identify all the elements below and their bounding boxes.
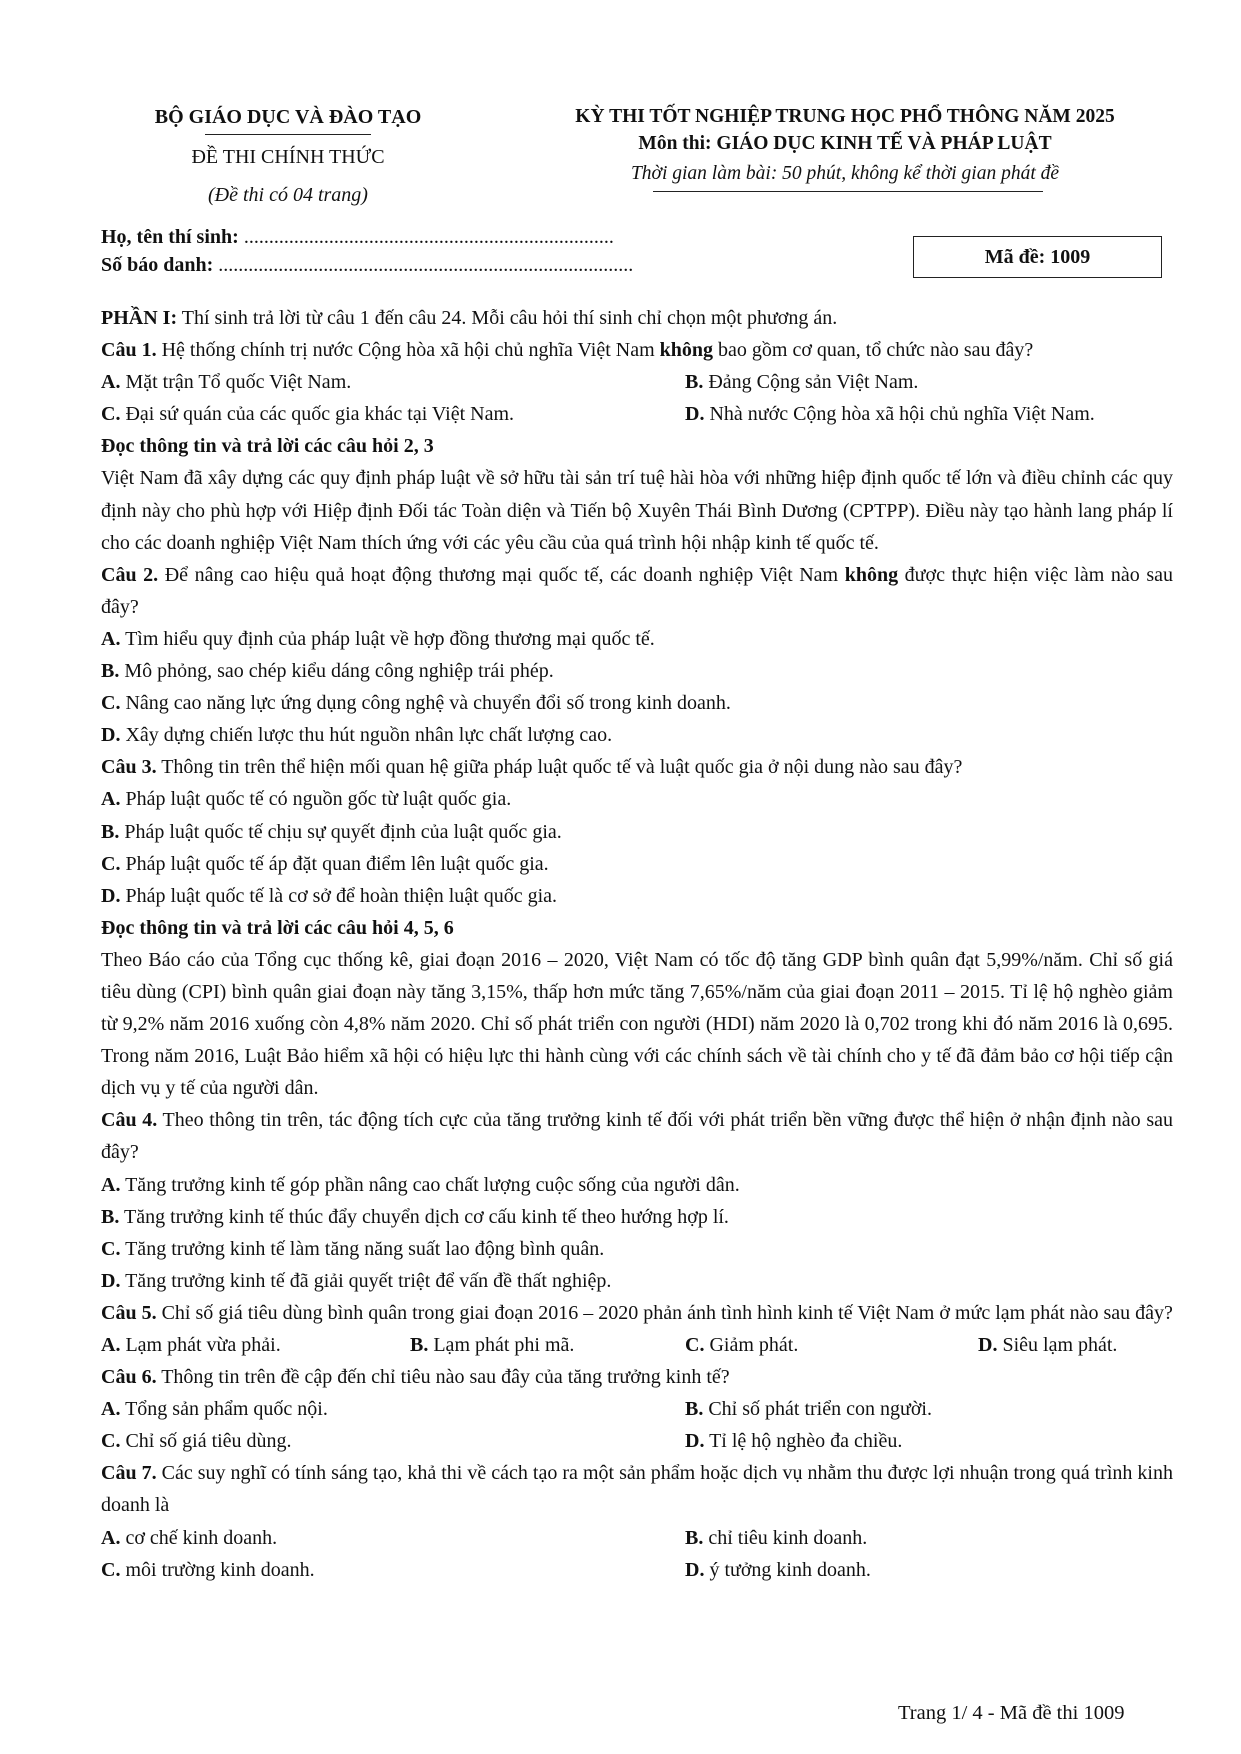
question-6 bbox=[101, 1361, 1173, 1393]
option-b bbox=[685, 1393, 932, 1425]
option-text: Lạm phát vừa phải. bbox=[125, 1334, 281, 1356]
question-7 bbox=[101, 1457, 1173, 1521]
option-b bbox=[685, 366, 918, 398]
option-letter: D. bbox=[101, 724, 121, 747]
option-text: chỉ tiêu kinh doanh. bbox=[708, 1526, 868, 1549]
option-text: Pháp luật quốc tế có nguồn gốc từ luật quốc gia. bbox=[125, 788, 512, 811]
question-text: Thông tin trên đề cập đến chỉ tiêu nào sau đây của tăng trưởng kinh tế? bbox=[156, 1366, 730, 1389]
q1-options-row-2 bbox=[101, 398, 1173, 430]
option-d bbox=[685, 1554, 871, 1586]
option-letter: A. bbox=[101, 1334, 121, 1356]
option-letter: B. bbox=[101, 820, 120, 843]
option-letter: B. bbox=[410, 1334, 429, 1356]
candidate-name-field bbox=[101, 226, 614, 249]
option-d bbox=[101, 880, 1173, 912]
option-b bbox=[410, 1329, 685, 1361]
option-text: Tăng trưởng kinh tế thúc đẩy chuyển dịch cơ cấu kinh tế theo hướng hợp lí. bbox=[123, 1205, 729, 1228]
option-c bbox=[101, 1425, 685, 1457]
option-letter: C. bbox=[101, 692, 121, 715]
option-letter: C. bbox=[101, 403, 121, 426]
option-a bbox=[101, 366, 685, 398]
question-label: Câu 7. bbox=[101, 1462, 157, 1485]
info-passage-2: Theo Báo cáo của Tổng cục thống kê, giai đoạn 2016 – 2020, Việt Nam có tốc độ tăng GDP bình quân đạt 5,99%/năm. Chỉ số giá tiêu dùng (CPI) bình quân giai đoạn này tăng 3,15%, thấp hơn mức tăng 7,65%/năm của giai đoạn 2011 – 2015. Tỉ lệ hộ nghèo giảm từ 9,2% năm 2016 xuống còn 4,8% năm 2020. Chỉ số phát triển con người (HDI) năm 2020 là 0,702 trong khi đó năm 2016 là 0,695. Trong năm 2016, Luật Bảo hiểm xã hội có hiệu lực thi hành cùng với các chính sách về tài chính cho y tế đã đảm bảo cơ hội tiếp cận dịch vụ y tế của người dân. bbox=[101, 948, 1173, 1100]
option-text: Giảm phát. bbox=[709, 1334, 799, 1356]
exam-title: KỲ THI TỐT NGHIỆP TRUNG HỌC PHỔ THÔNG NĂM 2025 bbox=[575, 106, 1115, 127]
question-text: Để nâng cao hiệu quả hoạt động thương mại quốc tế, các doanh nghiệp Việt Nam bbox=[158, 563, 845, 586]
option-letter: D. bbox=[101, 1269, 121, 1292]
option-letter: D. bbox=[101, 884, 121, 907]
info-passage-1: Việt Nam đã xây dựng các quy định pháp luật về sở hữu tài sản trí tuệ hài hòa với những hiệp định quốc tế lớn và điều chỉnh các quy định này cho phù hợp với Hiệp định Đối tác Toàn diện và Tiến bộ Xuyên Thái Bình Dương (CPTPP). Điều này tạo hành lang pháp lí cho các doanh nghiệp Việt Nam thích ứng với các yêu cầu của quá trình hội nhập kinh tế quốc tế. bbox=[101, 467, 1173, 554]
option-c bbox=[101, 1233, 1173, 1265]
option-a bbox=[101, 1169, 1173, 1201]
question-text: Chỉ số giá tiêu dùng bình quân trong giai đoạn 2016 – 2020 phản ánh tình hình kinh tế Việt Nam ở mức lạm phát nào sau đây? bbox=[156, 1301, 1173, 1324]
official-label: ĐỀ THI CHÍNH THỨC bbox=[191, 146, 385, 168]
question-3 bbox=[101, 751, 1173, 783]
option-a bbox=[101, 623, 1173, 655]
candidate-id-label: Số báo danh: bbox=[101, 254, 214, 276]
option-letter: B. bbox=[685, 371, 704, 394]
option-letter: D. bbox=[685, 1558, 705, 1581]
option-text: Tăng trưởng kinh tế đã giải quyết triệt để vấn đề thất nghiệp. bbox=[125, 1269, 612, 1292]
exam-body bbox=[101, 302, 1173, 1586]
question-1 bbox=[101, 334, 1173, 366]
question-5 bbox=[101, 1297, 1173, 1329]
option-text: Tăng trưởng kinh tế góp phần nâng cao chất lượng cuộc sống của người dân. bbox=[125, 1173, 740, 1196]
time-line: Thời gian làm bài: 50 phút, không kể thời gian phát đề bbox=[630, 163, 1060, 184]
option-text: Xây dựng chiến lược thu hút nguồn nhân lực chất lượng cao. bbox=[125, 724, 613, 747]
option-a bbox=[101, 1393, 685, 1425]
option-letter: C. bbox=[101, 1558, 121, 1581]
option-letter: A. bbox=[101, 1526, 121, 1549]
part-text: Thí sinh trả lời từ câu 1 đến câu 24. Mỗi câu hỏi thí sinh chỉ chọn một phương án. bbox=[177, 307, 838, 329]
option-text: Tìm hiểu quy định của pháp luật về hợp đồng thương mại quốc tế. bbox=[125, 627, 655, 650]
option-b bbox=[685, 1522, 867, 1554]
q6-options-row-2 bbox=[101, 1425, 1173, 1457]
question-label: Câu 2. bbox=[101, 563, 159, 586]
question-text: Hệ thống chính trị nước Cộng hòa xã hội chủ nghĩa Việt Nam bbox=[156, 339, 660, 362]
question-text: được thực hiện việc làm nào sau đây? bbox=[101, 563, 1173, 618]
option-text: Tổng sản phẩm quốc nội. bbox=[125, 1398, 328, 1421]
option-c bbox=[101, 687, 1173, 719]
option-text: Nâng cao năng lực ứng dụng công nghệ và chuyển đổi số trong kinh doanh. bbox=[125, 692, 731, 715]
candidate-id-dots: ................................................................................... bbox=[218, 254, 634, 276]
q7-options-row-1 bbox=[101, 1522, 1173, 1554]
option-letter: C. bbox=[101, 1237, 121, 1260]
option-c bbox=[101, 398, 685, 430]
q6-options-row-1 bbox=[101, 1393, 1173, 1425]
option-letter: B. bbox=[101, 1205, 120, 1228]
option-text: Chỉ số phát triển con người. bbox=[708, 1398, 932, 1421]
option-a bbox=[101, 1329, 410, 1361]
question-label: Câu 4. bbox=[101, 1109, 158, 1132]
question-emphasis: không bbox=[844, 563, 899, 586]
option-text: Pháp luật quốc tế là cơ sở để hoàn thiện luật quốc gia. bbox=[125, 884, 558, 907]
question-2 bbox=[101, 559, 1173, 623]
option-letter: A. bbox=[101, 1398, 121, 1421]
option-letter: D. bbox=[978, 1334, 998, 1356]
option-text: Tỉ lệ hộ nghèo đa chiều. bbox=[709, 1430, 903, 1453]
option-d bbox=[978, 1329, 1117, 1361]
option-letter: B. bbox=[685, 1526, 704, 1549]
exam-code-box: Mã đề: 1009 bbox=[913, 236, 1162, 278]
option-b bbox=[101, 655, 1173, 687]
option-text: Mặt trận Tổ quốc Việt Nam. bbox=[125, 371, 352, 394]
part-label: PHẦN I: bbox=[101, 307, 178, 329]
time-underline bbox=[653, 191, 1043, 192]
option-letter: A. bbox=[101, 627, 121, 650]
option-letter: B. bbox=[101, 660, 120, 683]
option-text: Pháp luật quốc tế áp đặt quan điểm lên luật quốc gia. bbox=[125, 852, 549, 875]
option-a bbox=[101, 1522, 685, 1554]
option-letter: A. bbox=[101, 371, 121, 394]
option-letter: C. bbox=[685, 1334, 705, 1356]
option-text: Lạm phát phi mã. bbox=[433, 1334, 575, 1356]
option-letter: C. bbox=[101, 852, 121, 875]
option-d bbox=[101, 1265, 1173, 1297]
question-emphasis: không bbox=[659, 339, 714, 362]
option-text: Đại sứ quán của các quốc gia khác tại Việt Nam. bbox=[125, 403, 515, 426]
option-text: Nhà nước Cộng hòa xã hội chủ nghĩa Việt Nam. bbox=[709, 403, 1095, 426]
subject-line: Môn thi: GIÁO DỤC KINH TẾ VÀ PHÁP LUẬT bbox=[638, 133, 1052, 154]
option-letter: A. bbox=[101, 1173, 121, 1196]
option-letter: A. bbox=[101, 788, 121, 811]
option-c bbox=[101, 848, 1173, 880]
option-text: Siêu lạm phát. bbox=[1002, 1334, 1118, 1356]
question-text: Các suy nghĩ có tính sáng tạo, khả thi về cách tạo ra một sản phẩm hoặc dịch vụ nhằm thu được lợi nhuận trong quá trình kinh doanh là bbox=[101, 1462, 1173, 1517]
part-instruction bbox=[101, 302, 1173, 334]
candidate-id-field bbox=[101, 254, 633, 277]
option-b bbox=[101, 1201, 1173, 1233]
question-text: Thông tin trên thể hiện mối quan hệ giữa pháp luật quốc tế và luật quốc gia ở nội dung nào sau đây? bbox=[156, 756, 963, 779]
option-text: ý tưởng kinh doanh. bbox=[709, 1558, 871, 1581]
option-text: Tăng trưởng kinh tế làm tăng năng suất lao động bình quân. bbox=[125, 1237, 605, 1260]
question-label: Câu 3. bbox=[101, 756, 157, 779]
option-text: môi trường kinh doanh. bbox=[125, 1558, 315, 1581]
ministry-underline bbox=[205, 134, 371, 135]
option-letter: D. bbox=[685, 1430, 705, 1453]
option-text: cơ chế kinh doanh. bbox=[125, 1526, 278, 1549]
q5-options-row bbox=[101, 1329, 1173, 1361]
info-heading-2: Đọc thông tin và trả lời các câu hỏi 4, 5, 6 bbox=[101, 916, 454, 939]
question-4 bbox=[101, 1104, 1173, 1168]
option-letter: B. bbox=[685, 1398, 704, 1421]
page-footer: Trang 1/ 4 - Mã đề thi 1009 bbox=[898, 1702, 1125, 1724]
q1-options-row-1 bbox=[101, 366, 1173, 398]
option-c bbox=[685, 1329, 978, 1361]
question-label: Câu 6. bbox=[101, 1366, 157, 1389]
option-d bbox=[685, 398, 1095, 430]
question-text: Theo thông tin trên, tác động tích cực của tăng trưởng kinh tế đối với phát triển bền vững được thể hiện ở nhận định nào sau đây? bbox=[101, 1109, 1173, 1164]
ministry-name: BỘ GIÁO DỤC VÀ ĐÀO TẠO bbox=[154, 106, 422, 128]
option-text: Đảng Cộng sản Việt Nam. bbox=[708, 371, 919, 394]
q7-options-row-2 bbox=[101, 1554, 1173, 1586]
option-a bbox=[101, 783, 1173, 815]
question-label: Câu 1. bbox=[101, 339, 157, 362]
option-c bbox=[101, 1554, 685, 1586]
pages-note: (Đề thi có 04 trang) bbox=[208, 184, 368, 206]
option-text: Pháp luật quốc tế chịu sự quyết định của luật quốc gia. bbox=[124, 820, 562, 843]
option-letter: D. bbox=[685, 403, 705, 426]
option-text: Mô phỏng, sao chép kiểu dáng công nghiệp trái phép. bbox=[124, 660, 554, 683]
question-label: Câu 5. bbox=[101, 1301, 157, 1324]
candidate-name-dots: .......................................................................... bbox=[243, 226, 614, 248]
option-d bbox=[101, 719, 1173, 751]
option-b bbox=[101, 816, 1173, 848]
question-text: bao gồm cơ quan, tổ chức nào sau đây? bbox=[713, 339, 1034, 362]
option-d bbox=[685, 1425, 902, 1457]
candidate-name-label: Họ, tên thí sinh: bbox=[101, 226, 239, 248]
option-text: Chỉ số giá tiêu dùng. bbox=[125, 1430, 292, 1453]
info-heading-1: Đọc thông tin và trả lời các câu hỏi 2, 3 bbox=[101, 435, 434, 458]
option-letter: C. bbox=[101, 1430, 121, 1453]
